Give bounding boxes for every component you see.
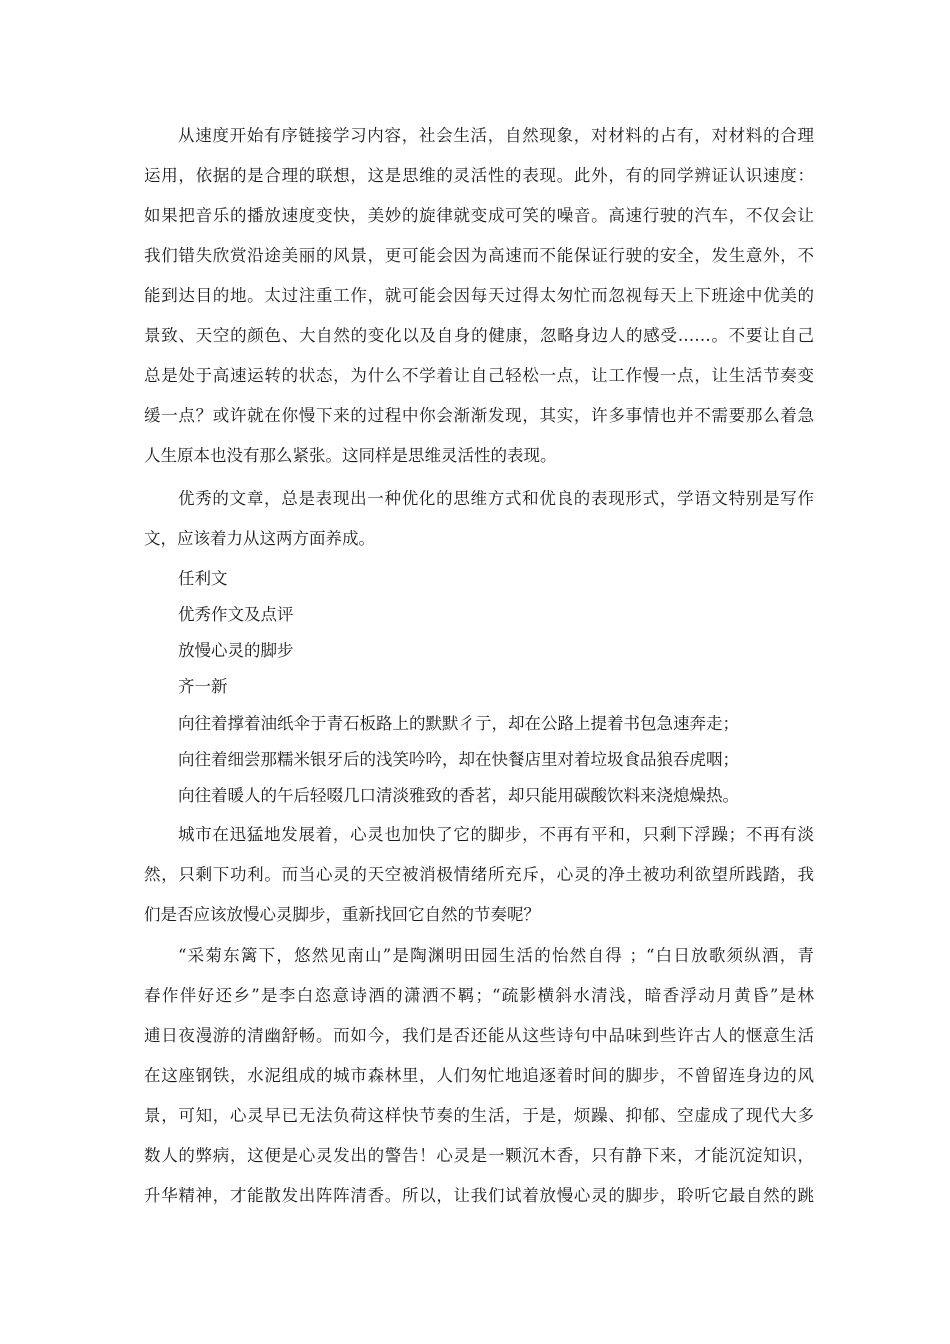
paragraph-line: 运用，依据的是合理的联想，这是思维的灵活性的表现。此外，有的同学辨证认识速度： xyxy=(144,166,814,185)
paragraph-line: 向往着细尝那糯米银牙后的浅笑吟吟，却在快餐店里对着垃圾食品狼吞虎咽； xyxy=(178,750,739,769)
paragraph-line: 城市在迅猛地发展着，心灵也加快了它的脚步，不再有平和，只剩下浮躁；不再有淡 xyxy=(178,825,814,844)
author-name: 任利文 xyxy=(178,569,228,588)
paragraph-line: 升华精神，才能散发出阵阵清香。所以，让我们试着放慢心灵的脚步，聆听它最自然的跳 xyxy=(144,1186,814,1205)
paragraph-line: 能到达目的地。太过注重工作，就可能会因每天过得太匆忙而忽视每天上下班途中优美的 xyxy=(144,286,814,305)
paragraph-line: 景，可知，心灵早已无法负荷这样快节奏的生活，于是，烦躁、抑郁、空虚成了现代大多 xyxy=(144,1106,814,1125)
paragraph-line: 优秀的文章，总是表现出一种优化的思维方式和优良的表现形式，学语文特别是写作 xyxy=(178,489,814,508)
paragraph-line: 数人的弊病，这便是心灵发出的警告！心灵是一颗沉木香，只有静下来，才能沉淀知识， xyxy=(144,1146,814,1165)
paragraph-line: 逋日夜漫游的清幽舒畅。而如今，我们是否还能从这些诗句中品味到些许古人的惬意生活 xyxy=(144,1026,814,1045)
paragraph-line: 们是否应该放慢心灵脚步，重新找回它自然的节奏呢？ xyxy=(144,905,540,924)
essay-title: 放慢心灵的脚步 xyxy=(178,641,294,660)
paragraph-line: 总是处于高速运转的状态，为什么不学着让自己轻松一点，让工作慢一点，让生活节奏变 xyxy=(144,366,814,385)
paragraph-line: “采菊东篱下，悠然见南山”是陶渊明田园生活的怡然自得 ；“白日放歌须纵酒，青 xyxy=(178,946,814,965)
paragraph-line: 然，只剩下功利。而当心灵的天空被消极情绪所充斥，心灵的净土被功利欲望所践踏，我 xyxy=(144,865,814,884)
section-heading: 优秀作文及点评 xyxy=(178,605,294,624)
paragraph-line: 缓一点？或许就在你慢下来的过程中你会渐渐发现，其实，许多事情也并不需要那么着急 xyxy=(144,406,814,425)
paragraph-line: 从速度开始有序链接学习内容，社会生活，自然现象，对材料的占有，对材料的合理 xyxy=(178,126,814,145)
paragraph-line: 向往着撑着油纸伞于青石板路上的默默彳亍，却在公路上提着书包急速奔走； xyxy=(178,714,739,733)
essay-author: 齐一新 xyxy=(178,677,228,696)
paragraph-line: 向往着暖人的午后轻啜几口清淡雅致的香茗，却只能用碳酸饮料来浇熄燥热。 xyxy=(178,786,739,805)
paragraph-line: 景致、天空的颜色、大自然的变化以及自身的健康，忽略身边人的感受……。不要让自己 xyxy=(144,326,814,345)
paragraph-line: 在这座钢铁，水泥组成的城市森林里，人们匆忙地追逐着时间的脚步，不曾留连身边的风 xyxy=(144,1066,814,1085)
paragraph-line: 如果把音乐的播放速度变快，美妙的旋律就变成可笑的噪音。高速行驶的汽车，不仅会让 xyxy=(144,206,814,225)
paragraph-line: 我们错失欣赏沿途美丽的风景，更可能会因为高速而不能保证行驶的安全，发生意外，不 xyxy=(144,246,814,265)
paragraph-line: 春作伴好还乡”是李白恣意诗酒的潇洒不羁；“疏影横斜水清浅，暗香浮动月黄昏”是林 xyxy=(144,986,814,1005)
paragraph-line: 人生原本也没有那么紧张。这同样是思维灵活性的表现。 xyxy=(144,446,557,465)
paragraph-line: 文，应该着力从这两方面养成。 xyxy=(144,529,375,548)
